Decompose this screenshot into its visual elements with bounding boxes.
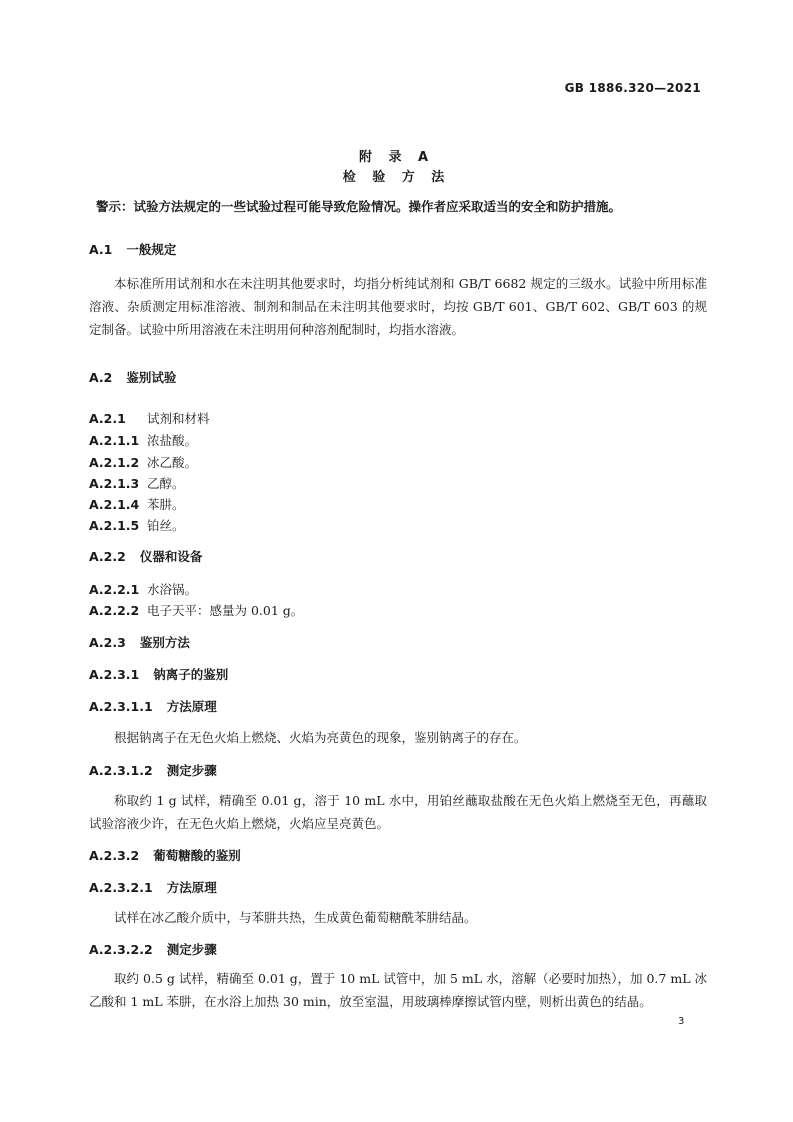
page-number: 3 [678,1016,685,1027]
section-a2321-paragraph [89,906,707,929]
section-a2312-heading [89,761,217,779]
section-a23-heading [89,633,190,651]
section-title: 钠离子的鉴别 [153,667,229,682]
section-title: 仪器和设备 [139,549,203,564]
section-title: 鉴别试验 [126,370,177,385]
section-number: A.2.1 [89,411,126,426]
item-text: 苯肼。 [147,497,185,512]
item-text: 乙醇。 [147,476,185,491]
list-item [89,431,197,449]
section-a2322-paragraph [89,967,707,1013]
section-a232-heading [89,846,241,864]
section-a21-heading [89,409,210,427]
section-a22-heading [89,547,202,565]
section-a2322-heading [89,940,217,958]
section-a2311-paragraph [89,726,707,749]
item-text: 铂丝。 [147,518,185,533]
safety-warning: 警示：试验方法规定的一些试验过程可能导致危险情况。操作者应采取适当的安全和防护措施。 [96,199,622,214]
annex-title: 附 录 A [358,150,435,165]
item-text: 水浴锅。 [147,582,198,597]
section-number: A.2.3.1.2 [89,763,153,778]
list-item [89,453,197,471]
section-a2-heading [89,368,176,386]
paragraph-text: 取约 0.5 g 试样，精确至 0.01 g，置于 10 mL 试管中，加 5 mL 水，溶解（必要时加热），加 0.7 mL 冰乙酸和 1 mL 苯肼，在水浴上加热 30 min，放至室温，用玻璃棒摩擦试管内壁，则析出黄色的结晶。 [89,971,707,1009]
item-text: 电子天平：感量为 0.01 g。 [147,603,304,618]
section-title: 方法原理 [166,699,217,714]
section-title: 方法原理 [166,880,217,895]
list-item [89,474,185,492]
section-title: 葡萄糖酸的鉴别 [153,848,241,863]
section-a2321-heading [89,878,217,896]
item-number: A.2.1.4 [89,497,140,512]
section-number: A.2.2 [89,549,126,564]
section-title: 鉴别方法 [139,635,190,650]
section-a1-paragraph [89,272,707,341]
item-number: A.2.2.2 [89,603,140,618]
item-number: A.2.1.3 [89,476,140,491]
item-number: A.2.1.1 [89,433,140,448]
paragraph-text: 本标准所用试剂和水在未注明其他要求时，均指分析纯试剂和 GB/T 6682 规定的三级水。试验中所用标准溶液、杂质测定用标准溶液、制剂和制品在未注明其他要求时，均按 GB/T 601、GB/T 602、GB/T 603 的规定制备。试验中所用溶液在未注明用何种溶剂配制时，均指水溶液。 [89,276,707,337]
section-a1-heading [89,240,176,258]
section-number: A.2.3.1 [89,667,140,682]
section-number: A.2 [89,370,113,385]
item-text: 冰乙酸。 [147,455,198,470]
section-a2312-paragraph [89,789,707,835]
section-number: A.2.3.2 [89,848,140,863]
section-number: A.1 [89,242,113,257]
item-number: A.2.2.1 [89,582,140,597]
standard-number-header: GB 1886.320—2021 [564,81,701,95]
section-number: A.2.3 [89,635,126,650]
list-item [89,516,185,534]
paragraph-text: 根据钠离子在无色火焰上燃烧、火焰为亮黄色的现象，鉴别钠离子的存在。 [114,730,527,745]
section-number: A.2.3.2.2 [89,942,153,957]
item-number: A.2.1.5 [89,518,140,533]
list-item [89,601,303,619]
annex-subtitle: 检 验 方 法 [342,170,451,185]
section-title: 试剂和材料 [147,411,210,426]
section-a231-heading [89,665,228,683]
section-title: 测定步骤 [166,942,217,957]
paragraph-text: 试样在冰乙酸介质中，与苯肼共热，生成黄色葡萄糖酰苯肼结晶。 [114,910,477,925]
section-title: 测定步骤 [166,763,217,778]
section-number: A.2.3.1.1 [89,699,153,714]
item-text: 浓盐酸。 [147,433,198,448]
section-title: 一般规定 [126,242,177,257]
list-item [89,580,197,598]
list-item [89,495,185,513]
section-number: A.2.3.2.1 [89,880,153,895]
section-a2311-heading [89,697,217,715]
paragraph-text: 称取约 1 g 试样，精确至 0.01 g，溶于 10 mL 水中，用铂丝蘸取盐酸在无色火焰上燃烧至无色，再蘸取试验溶液少许，在无色火焰上燃烧，火焰应呈亮黄色。 [89,793,707,831]
item-number: A.2.1.2 [89,455,140,470]
